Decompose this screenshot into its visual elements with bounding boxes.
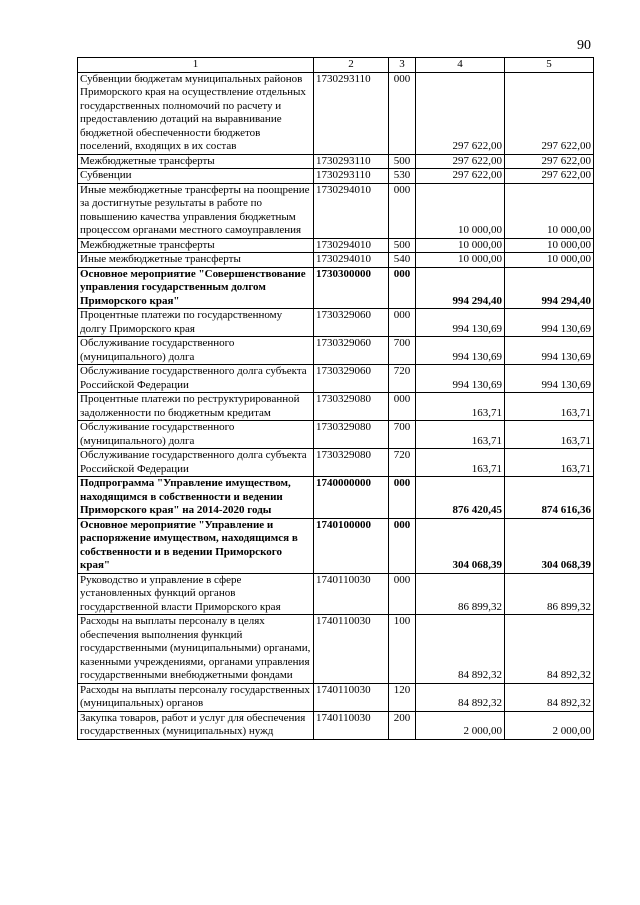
row-value-col4-cell: 86 899,32 — [416, 573, 505, 615]
row-value-col5-cell: 163,71 — [505, 449, 594, 477]
table-row — [78, 518, 594, 573]
row-type-cell: 120 — [389, 683, 416, 711]
row-name-cell: Обслуживание государственного (муниципального) долга — [78, 421, 314, 449]
row-type-cell: 000 — [389, 183, 416, 238]
row-type-cell: 720 — [389, 365, 416, 393]
row-value-col4-cell: 994 130,69 — [416, 337, 505, 365]
row-code-cell: 1740000000 — [314, 477, 389, 519]
row-type-cell: 100 — [389, 615, 416, 684]
row-value-col4-cell: 84 892,32 — [416, 683, 505, 711]
row-type-cell: 000 — [389, 393, 416, 421]
row-type-cell: 000 — [389, 573, 416, 615]
row-type-cell: 500 — [389, 154, 416, 169]
row-code-cell: 1730329060 — [314, 309, 389, 337]
row-name-cell: Основное мероприятие "Совершенствование управления государственным долгом Приморского края" — [78, 267, 314, 309]
row-name-cell: Процентные платежи по реструктурированной задолженности по бюджетным кредитам — [78, 393, 314, 421]
row-value-col5-cell: 86 899,32 — [505, 573, 594, 615]
row-value-col4-cell: 297 622,00 — [416, 169, 505, 184]
table-row — [78, 421, 594, 449]
row-value-col4-cell: 163,71 — [416, 393, 505, 421]
page-number: 90 — [577, 38, 591, 53]
table-row — [78, 267, 594, 309]
row-name-cell: Субвенции — [78, 169, 314, 184]
row-type-cell: 530 — [389, 169, 416, 184]
row-name-cell: Процентные платежи по государственному долгу Приморского края — [78, 309, 314, 337]
row-code-cell: 1730329060 — [314, 365, 389, 393]
row-name-cell: Руководство и управление в сфере установленных функций органов государственной власти Приморского края — [78, 573, 314, 615]
table-row — [78, 253, 594, 268]
row-value-col5-cell: 163,71 — [505, 421, 594, 449]
row-code-cell: 1730294010 — [314, 238, 389, 253]
header-cell: 1 — [78, 58, 314, 73]
table-row — [78, 365, 594, 393]
row-value-col4-cell: 876 420,45 — [416, 477, 505, 519]
row-value-col5-cell: 10 000,00 — [505, 253, 594, 268]
row-name-cell: Подпрограмма "Управление имуществом, находящимся в собственности и ведении Приморского края" на 2014-2020 годы — [78, 477, 314, 519]
row-value-col5-cell: 10 000,00 — [505, 183, 594, 238]
row-value-col4-cell: 297 622,00 — [416, 154, 505, 169]
table-row — [78, 238, 594, 253]
table-row — [78, 393, 594, 421]
row-type-cell: 700 — [389, 337, 416, 365]
table-row — [78, 683, 594, 711]
row-value-col5-cell: 994 294,40 — [505, 267, 594, 309]
table-row — [78, 477, 594, 519]
row-value-col4-cell: 10 000,00 — [416, 238, 505, 253]
row-code-cell: 1740110030 — [314, 615, 389, 684]
table-row — [78, 72, 594, 154]
row-value-col4-cell: 10 000,00 — [416, 253, 505, 268]
row-type-cell: 000 — [389, 309, 416, 337]
row-value-col5-cell: 297 622,00 — [505, 154, 594, 169]
row-name-cell: Расходы на выплаты персоналу в целях обеспечения выполнения функций государственными (муниципальными) органами, казенными учреждениями, органами управления государственными внебюджетными фондами — [78, 615, 314, 684]
row-type-cell: 540 — [389, 253, 416, 268]
row-code-cell: 1740100000 — [314, 518, 389, 573]
row-type-cell: 000 — [389, 477, 416, 519]
row-code-cell: 1730293110 — [314, 154, 389, 169]
header-cell: 3 — [389, 58, 416, 73]
row-name-cell: Обслуживание государственного долга субъекта Российской Федерации — [78, 449, 314, 477]
row-value-col5-cell: 304 068,39 — [505, 518, 594, 573]
row-value-col4-cell: 304 068,39 — [416, 518, 505, 573]
row-code-cell: 1740110030 — [314, 573, 389, 615]
row-name-cell: Расходы на выплаты персоналу государственных (муниципальных) органов — [78, 683, 314, 711]
row-value-col5-cell: 297 622,00 — [505, 72, 594, 154]
table-row — [78, 615, 594, 684]
row-name-cell: Иные межбюджетные трансферты на поощрение за достигнутые результаты в работе по повышению качества управления бюджетным процессом органами местного самоуправления — [78, 183, 314, 238]
table-row — [78, 183, 594, 238]
row-name-cell: Обслуживание государственного долга субъекта Российской Федерации — [78, 365, 314, 393]
row-value-col4-cell: 994 130,69 — [416, 365, 505, 393]
table-row — [78, 449, 594, 477]
row-value-col5-cell: 10 000,00 — [505, 238, 594, 253]
row-code-cell: 1730293110 — [314, 72, 389, 154]
row-name-cell: Основное мероприятие "Управление и распоряжение имуществом, находящимся в собственности и в ведении Приморского края" — [78, 518, 314, 573]
row-code-cell: 1730329060 — [314, 337, 389, 365]
table-row — [78, 573, 594, 615]
table-row — [78, 337, 594, 365]
row-name-cell: Межбюджетные трансферты — [78, 154, 314, 169]
row-code-cell: 1730329080 — [314, 449, 389, 477]
header-row — [78, 58, 594, 73]
row-value-col5-cell: 163,71 — [505, 393, 594, 421]
row-value-col4-cell: 163,71 — [416, 449, 505, 477]
row-value-col5-cell: 874 616,36 — [505, 477, 594, 519]
row-value-col5-cell: 2 000,00 — [505, 711, 594, 739]
row-code-cell: 1730293110 — [314, 169, 389, 184]
table-row — [78, 169, 594, 184]
row-code-cell: 1740110030 — [314, 683, 389, 711]
row-value-col5-cell: 994 130,69 — [505, 337, 594, 365]
row-code-cell: 1730329080 — [314, 421, 389, 449]
row-code-cell: 1730329080 — [314, 393, 389, 421]
row-name-cell: Обслуживание государственного (муниципального) долга — [78, 337, 314, 365]
row-type-cell: 500 — [389, 238, 416, 253]
row-type-cell: 000 — [389, 518, 416, 573]
row-type-cell: 720 — [389, 449, 416, 477]
row-value-col5-cell: 994 130,69 — [505, 365, 594, 393]
row-value-col5-cell: 84 892,32 — [505, 615, 594, 684]
row-code-cell: 1730300000 — [314, 267, 389, 309]
row-value-col5-cell: 84 892,32 — [505, 683, 594, 711]
header-cell: 4 — [416, 58, 505, 73]
table-row — [78, 154, 594, 169]
row-value-col4-cell: 84 892,32 — [416, 615, 505, 684]
row-value-col4-cell: 10 000,00 — [416, 183, 505, 238]
row-code-cell: 1730294010 — [314, 183, 389, 238]
row-type-cell: 200 — [389, 711, 416, 739]
row-name-cell: Иные межбюджетные трансферты — [78, 253, 314, 268]
header-cell: 2 — [314, 58, 389, 73]
row-type-cell: 000 — [389, 72, 416, 154]
row-value-col4-cell: 163,71 — [416, 421, 505, 449]
table-row — [78, 711, 594, 739]
row-code-cell: 1730294010 — [314, 253, 389, 268]
row-name-cell: Закупка товаров, работ и услуг для обеспечения государственных (муниципальных) нужд — [78, 711, 314, 739]
row-value-col4-cell: 994 130,69 — [416, 309, 505, 337]
row-name-cell: Межбюджетные трансферты — [78, 238, 314, 253]
row-type-cell: 000 — [389, 267, 416, 309]
table-row — [78, 309, 594, 337]
row-value-col4-cell: 2 000,00 — [416, 711, 505, 739]
row-value-col4-cell: 297 622,00 — [416, 72, 505, 154]
budget-table — [77, 57, 594, 740]
row-code-cell: 1740110030 — [314, 711, 389, 739]
row-value-col4-cell: 994 294,40 — [416, 267, 505, 309]
row-name-cell: Субвенции бюджетам муниципальных районов Приморского края на осуществление отдельных государственных полномочий по расчету и предоставлению дотаций на выравнивание бюджетной обеспеченности бюджетов поселений, входящих в их состав — [78, 72, 314, 154]
header-cell: 5 — [505, 58, 594, 73]
row-type-cell: 700 — [389, 421, 416, 449]
row-value-col5-cell: 297 622,00 — [505, 169, 594, 184]
row-value-col5-cell: 994 130,69 — [505, 309, 594, 337]
